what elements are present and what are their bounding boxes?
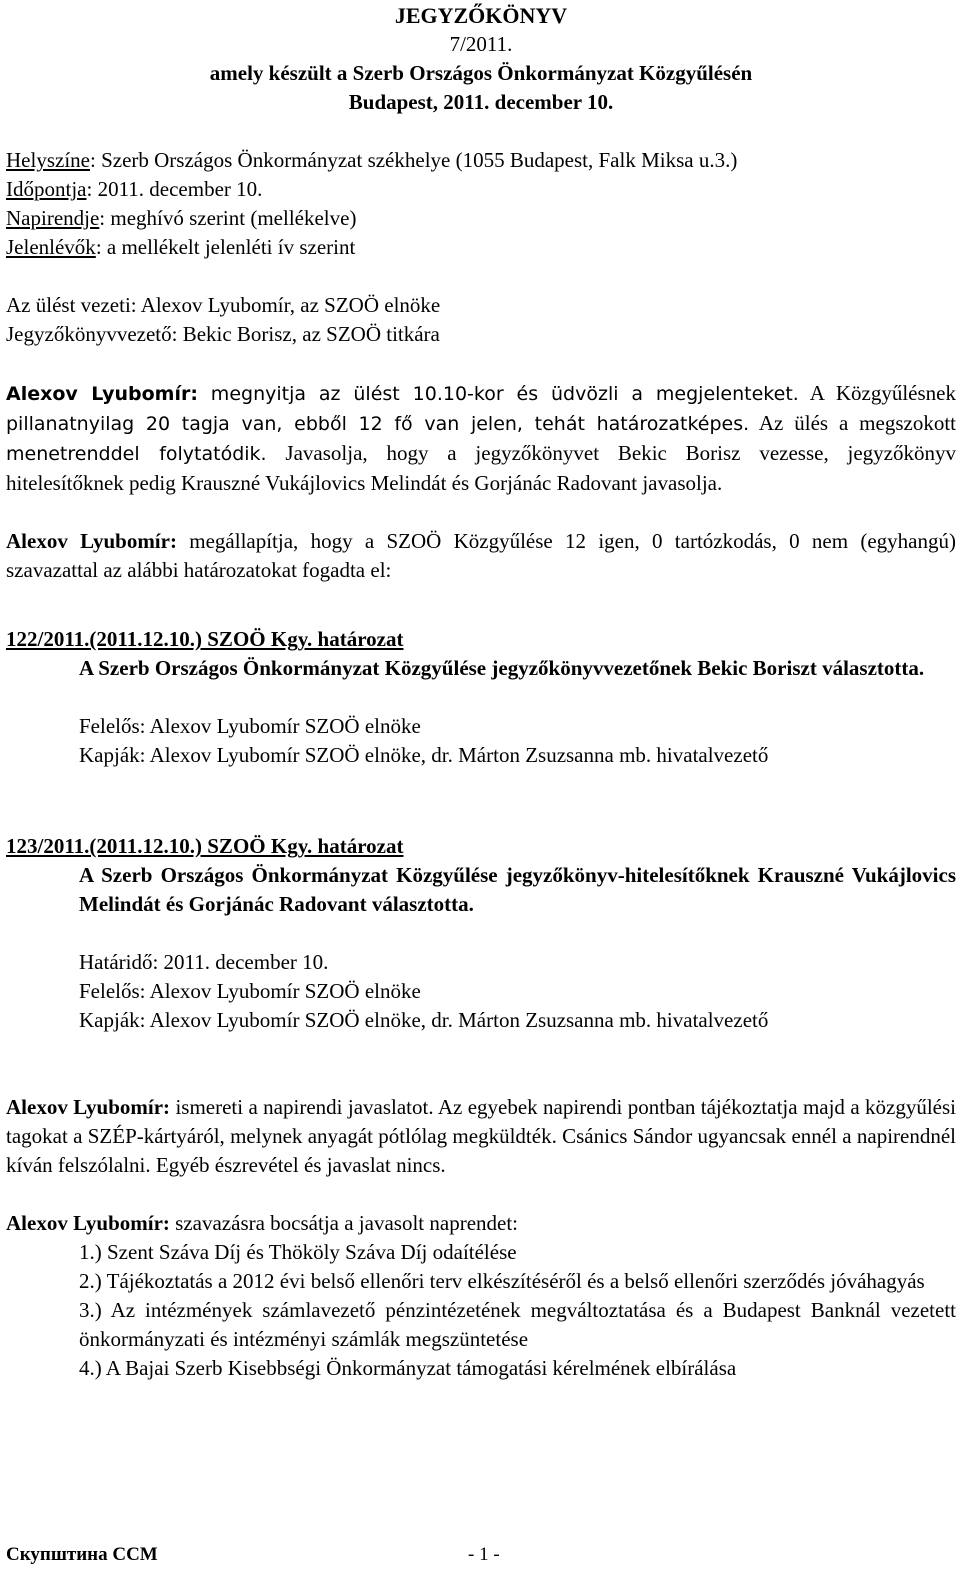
agenda-intro-paragraph	[6, 1093, 956, 1180]
agenda-intro-text: ismereti a napirendi javaslatot. Az egyebek napirendi pontban tájékoztatja majd a közgyűlési tagokat a SZÉP-kártyáról, melynek anyagát pótlólag megküldték. Csánics Sándor ugyancsak ennél a napirendnél kíván felszólalni. Egyéb észrevétel és javaslat nincs.	[6, 1095, 957, 1177]
resolution-responsible: Felelős: Alexov Lyubomír SZOÖ elnöke	[79, 714, 421, 738]
meta-attendees-value: : a mellékelt jelenléti ív szerint	[95, 235, 356, 259]
meta-agenda-value: : meghívó szerint (mellékelve)	[99, 206, 357, 230]
speaker-name: Alexov Lyubomír:	[6, 1095, 171, 1119]
chair-line: Az ülést vezeti: Alexov Lyubomír, az SZOÖ elnöke	[6, 293, 441, 317]
meta-attendees	[6, 233, 956, 262]
meta-location	[6, 146, 956, 175]
resolution-number: 123/2011.(2011.12.10.) SZOÖ Kgy. határozat	[6, 834, 404, 858]
opening-text-1: megnyitja az ülést 10.10-kor és üdvözli a megjelenteket.	[197, 383, 799, 405]
document-number: 7/2011.	[449, 32, 513, 56]
resolution-deadline: Határidő: 2011. december 10.	[79, 950, 329, 974]
opening-text-6: Javasolja, hogy a jegyzőkönyvet Bekic Borisz vezesse, jegyzőkönyv hitelesítőknek pedig Krauszné Vukájlovics Melindát és Gorjánác Radovant javasolja.	[6, 441, 956, 495]
agenda-item: 2.) Tájékoztatás a 2012 évi belső ellenőri terv elkészítéséről és a belső ellenőri szerződés jóváhagyás	[79, 1269, 925, 1293]
vote-text: megállapítja, hogy a SZOÖ Közgyűlése 12 igen, 0 tartózkodás, 0 nem (egyhangú) szavazattal az alábbi határozatokat fogadta el:	[6, 529, 956, 582]
document-title: JEGYZŐKÖNYV	[394, 3, 568, 28]
resolution-text: A Szerb Országos Önkormányzat Közgyűlése jegyzőkönyvvezetőnek Bekic Boriszt választotta.	[79, 656, 925, 680]
document-header	[6, 0, 956, 117]
resolution-122	[6, 625, 956, 770]
agenda-vote-block	[6, 1209, 956, 1383]
resolution-responsible: Felelős: Alexov Lyubomír SZOÖ elnöke	[79, 979, 421, 1003]
meta-agenda	[6, 204, 956, 233]
footer-organization: Скупштина ССМ	[6, 1544, 158, 1565]
resolution-recipients: Kapják: Alexov Lyubomír SZOÖ elnöke, dr. Márton Zsuzsanna mb. hivatalvezető	[79, 743, 769, 767]
agenda-vote-text: szavazásra bocsátja a javasolt naprendet:	[169, 1211, 519, 1235]
meta-location-label: Helyszíne	[6, 148, 90, 172]
resolution-recipients: Kapják: Alexov Lyubomír SZOÖ elnöke, dr. Márton Zsuzsanna mb. hivatalvezető	[79, 1008, 769, 1032]
resolution-123	[6, 832, 956, 1035]
opening-text-4: Az ülés a megszokott	[749, 411, 956, 435]
resolution-text: A Szerb Országos Önkormányzat Közgyűlése jegyzőkönyv-hitelesítőknek Krauszné Vukájlovics Melindát és Gorjánác Radovant választotta.	[79, 863, 956, 916]
agenda-item: 4.) A Bajai Szerb Kisebbségi Önkormányzat támogatási kérelmének elbírálása	[79, 1356, 737, 1380]
document-page	[6, 0, 956, 1383]
chair-block	[6, 291, 956, 349]
meta-time-value: : 2011. december 10.	[86, 177, 263, 201]
agenda-list	[6, 1238, 956, 1383]
vote-paragraph	[6, 527, 956, 585]
speaker-name: Alexov Lyubomír:	[6, 529, 177, 553]
opening-text-2: A Közgyűlésnek	[798, 381, 956, 405]
meta-block	[6, 146, 956, 262]
minutes-taker-line: Jegyzőkönyvvezető: Bekic Borisz, az SZOÖ titkára	[6, 322, 440, 346]
opening-text-5: menetrenddel folytatódik.	[6, 443, 267, 465]
meta-attendees-label: Jelenlévők	[6, 235, 96, 259]
meta-time-label: Időpontja	[6, 177, 87, 201]
document-date-place: Budapest, 2011. december 10.	[348, 90, 614, 114]
document-subtitle: amely készült a Szerb Országos Önkormányzat Közgyűlésén	[209, 61, 753, 85]
meta-agenda-label: Napirendje	[6, 206, 100, 230]
meta-time	[6, 175, 956, 204]
page-number: - 1 -	[468, 1544, 500, 1565]
opening-text-3: pillanatnyilag 20 tagja van, ebből 12 fő van jelen, tehát határozatképes.	[6, 413, 750, 435]
speaker-name: Alexov Lyubomír:	[6, 1211, 170, 1235]
agenda-item: 1.) Szent Száva Díj és Thököly Száva Díj odaítélése	[79, 1240, 517, 1264]
speaker-name: Alexov Lyubomír:	[6, 383, 198, 405]
agenda-item: 3.) Az intézmények számlavezető pénzintézetének megváltoztatása és a Budapest Banknál vezetett önkormányzati és intézményi számlák megszüntetése	[79, 1298, 956, 1351]
opening-paragraph	[6, 379, 956, 498]
resolution-number: 122/2011.(2011.12.10.) SZOÖ Kgy. határozat	[6, 627, 404, 651]
meta-location-value: : Szerb Országos Önkormányzat székhelye (1055 Budapest, Falk Miksa u.3.)	[89, 148, 738, 172]
